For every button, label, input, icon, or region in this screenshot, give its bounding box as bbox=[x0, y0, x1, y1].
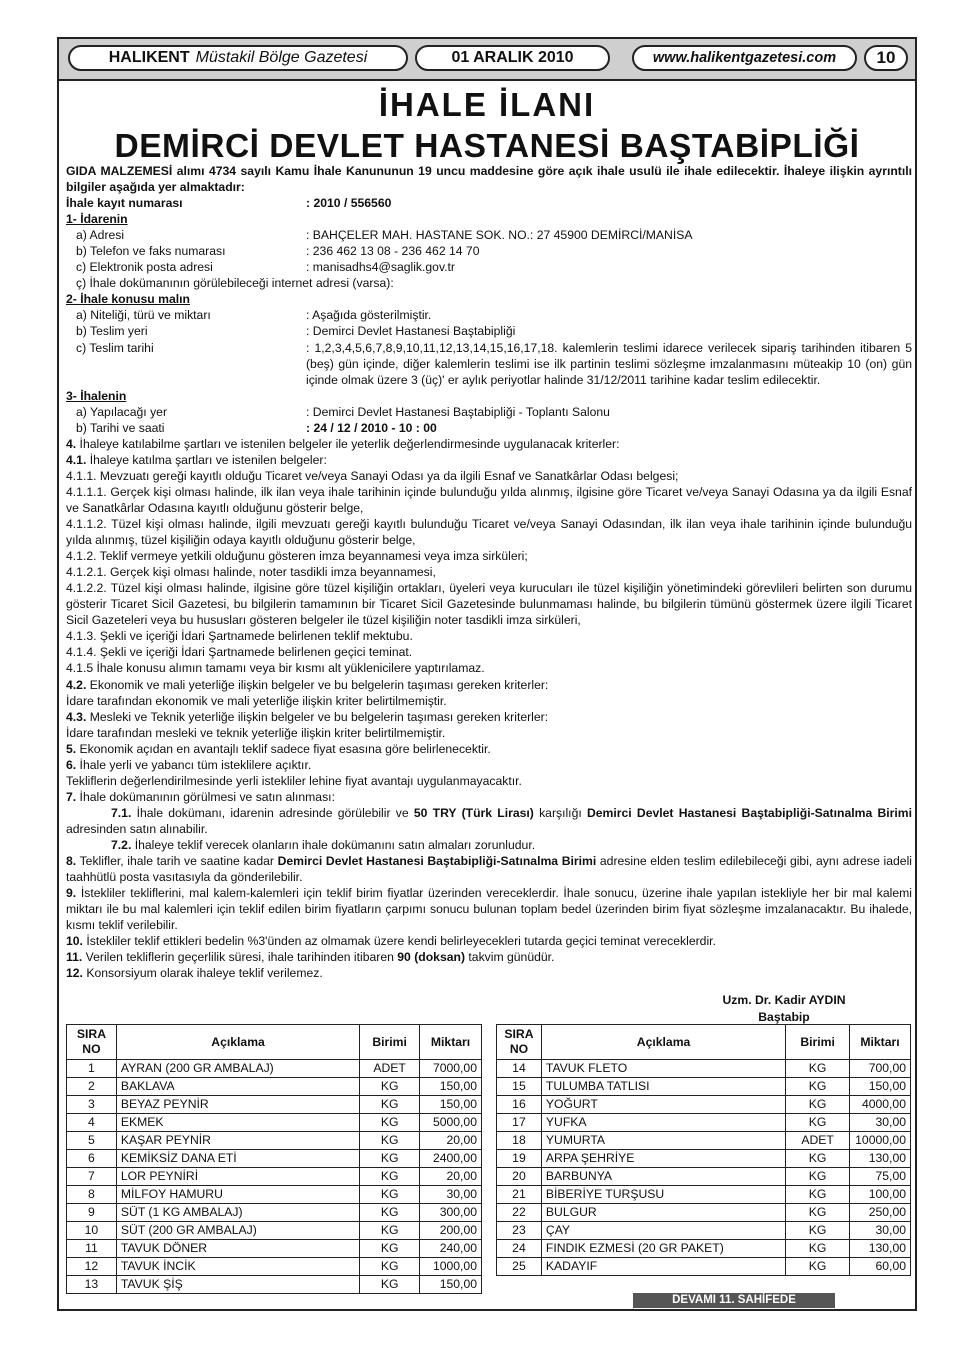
item-unit: KG bbox=[786, 1258, 850, 1276]
section-mal-heading: 2- İhale konusu malın bbox=[66, 292, 190, 307]
registration-row bbox=[66, 195, 912, 211]
email-row bbox=[66, 259, 912, 275]
venue-label: a) Yapılacağı yer bbox=[76, 404, 168, 419]
item-quantity: 700,00 bbox=[849, 1060, 910, 1078]
row-number: 18 bbox=[497, 1132, 542, 1150]
delivery-date-value: : 1,2,3,4,5,6,7,8,9,10,11,12,13,14,15,16,17,18. kalemlerin teslimi idarece verilecek sipariş tarihinden itibaren 5 (beş) gün içinde, diğer kalemlerin teslimi ise ilk partinin teslimi sözleşme imzalanmasını müteakip 10 (on) gün içinde olmak üzere 3 (üç)' er aylık periyotlar halinde 31/12/2011 tarihine kadar teslim edilecektir. bbox=[306, 340, 912, 387]
col-header-no: SIRA NO bbox=[497, 1025, 542, 1060]
item-quantity: 20,00 bbox=[420, 1168, 482, 1186]
brand-name: HALIKENT bbox=[108, 49, 190, 66]
table-row bbox=[67, 1276, 482, 1294]
clause-4-1-2-2: 4.1.2.2. Tüzel kişi olması halinde, ilgisine göre tüzel kişiliğin ortakları, üyeleri veya kurucuları ile tüzel kişiliğin yönetimindeki görevlileri belirten son durumu gösterir Ticaret Sicil Gazetesi, bu bilgilerin tamamının bir Ticaret Sicil Gazetesinde bulunmaması halinde, bu bilgilerin tümünü göstermek üzere ilgili Ticaret Sicil Gazeteleri veya bu hususları gösteren belgeler ile tüzel kişiliğin noter tasdikli imza sirküleri, bbox=[66, 581, 912, 628]
item-quantity: 20,00 bbox=[420, 1132, 482, 1150]
item-description: KAŞAR PEYNİR bbox=[116, 1132, 359, 1150]
item-quantity: 30,00 bbox=[849, 1222, 910, 1240]
item-description: BULGUR bbox=[541, 1204, 785, 1222]
row-number: 24 bbox=[497, 1240, 542, 1258]
item-unit: KG bbox=[786, 1168, 850, 1186]
item-unit: KG bbox=[786, 1096, 850, 1114]
clause-4-2: 4.2. Ekonomik ve mali yeterliğe ilişkin belgeler ve bu belgelerin taşıması gereken kriterler: bbox=[66, 677, 549, 692]
item-unit: KG bbox=[360, 1132, 420, 1150]
item-quantity: 250,00 bbox=[849, 1204, 910, 1222]
table-row bbox=[497, 1240, 911, 1258]
item-unit: KG bbox=[786, 1114, 850, 1132]
item-description: BEYAZ PEYNİR bbox=[116, 1096, 359, 1114]
table-row bbox=[497, 1186, 911, 1204]
item-description: LOR PEYNİRİ bbox=[116, 1168, 359, 1186]
item-quantity: 30,00 bbox=[849, 1114, 910, 1132]
notice-title: İHALE İLANI bbox=[378, 86, 596, 123]
item-description: TAVUK ŞİŞ bbox=[116, 1276, 359, 1294]
clause-4-3: 4.3. Mesleki ve Teknik yeterliğe ilişkin belgeler ve bu belgelerin taşıması gereken kriterler: bbox=[66, 709, 549, 724]
table-row bbox=[67, 1240, 482, 1258]
items-table-left bbox=[66, 1024, 482, 1294]
item-unit: KG bbox=[786, 1240, 850, 1258]
item-unit: KG bbox=[360, 1258, 420, 1276]
header-band bbox=[59, 39, 915, 81]
clause-4-1-2-1: 4.1.2.1. Gerçek kişi olması halinde, noter tasdikli imza beyannamesi, bbox=[66, 565, 436, 580]
table-row bbox=[67, 1204, 482, 1222]
item-quantity: 2400,00 bbox=[420, 1150, 482, 1168]
item-quantity: 130,00 bbox=[849, 1150, 910, 1168]
item-quantity: 75,00 bbox=[849, 1168, 910, 1186]
section-ihale-heading: 3- İhalenin bbox=[66, 388, 127, 403]
item-quantity: 130,00 bbox=[849, 1240, 910, 1258]
table-row bbox=[67, 1078, 482, 1096]
delivery-place-label: b) Teslim yeri bbox=[76, 324, 148, 339]
phone-label: b) Telefon ve faks numarası bbox=[76, 244, 226, 259]
row-number: 17 bbox=[497, 1114, 542, 1132]
table-row bbox=[67, 1132, 482, 1150]
item-description: TAVUK İNCİK bbox=[116, 1258, 359, 1276]
clause-4-1: 4.1. İhaleye katılma şartları ve istenilen belgeler: bbox=[66, 452, 327, 467]
clause-7-1: 7.1. İhale dokümanı, idarenin adresinde görülebilir ve 50 TRY (Türk Lirası) karşılığı Demirci Devlet Hastanesi Baştabipliği-Satınalma Birimi adresinden satın alınabilir. bbox=[66, 805, 912, 836]
clause-4-1-1: 4.1.1. Mevzuatı gereği kayıtlı olduğu Ticaret ve/veya Sanayi Odası ya da ilgili Esnaf ve Sanatkârlar Odası belgesi; bbox=[66, 468, 679, 483]
item-description: KADAYIF bbox=[541, 1258, 785, 1276]
items-table-right bbox=[496, 1024, 911, 1276]
item-unit: KG bbox=[786, 1078, 850, 1096]
item-quantity: 240,00 bbox=[420, 1240, 482, 1258]
clause-4: 4. İhaleye katılabilme şartları ve istenilen belgeler ile yeterlik değerlendirmesinde uygulanacak kriterler: bbox=[66, 436, 620, 451]
clause-4-2-body: İdare tarafından ekonomik ve mali yeterliğe ilişkin kriter belirtilmemiştir. bbox=[66, 693, 447, 708]
clause-4-1-1-1: 4.1.1.1. Gerçek kişi olması halinde, ilk ilan veya ihale tarihinin içinde bulunduğu yılda alınmış, ilgisine göre Ticaret ve/veya Sanayi Odasına ya da ilgili Esnaf ve Sanatkârlar Odasına kayıtlı olduğunu gösterir belge, bbox=[66, 484, 912, 515]
email-label: c) Elektronik posta adresi bbox=[76, 260, 213, 275]
row-number: 13 bbox=[67, 1276, 117, 1294]
table-row bbox=[497, 1150, 911, 1168]
table-row bbox=[497, 1096, 911, 1114]
item-unit: KG bbox=[786, 1150, 850, 1168]
col-header-desc: Açıklama bbox=[116, 1025, 359, 1060]
datetime-row bbox=[66, 420, 912, 436]
row-number: 6 bbox=[67, 1150, 117, 1168]
clause-12: 12. Konsorsiyum olarak ihaleye teklif verilemez. bbox=[66, 966, 323, 981]
continued-banner: DEVAMI 11. SAHİFEDE bbox=[633, 1293, 835, 1308]
row-number: 2 bbox=[67, 1078, 117, 1096]
item-quantity: 150,00 bbox=[420, 1078, 482, 1096]
item-unit: KG bbox=[360, 1240, 420, 1258]
delivery-date-label: c) Teslim tarihi bbox=[76, 340, 154, 355]
item-unit: KG bbox=[360, 1204, 420, 1222]
clause-6-body: Tekliflerin değerlendirilmesinde yerli istekliler lehine fiyat avantajı uygulanmayacaktır. bbox=[66, 773, 522, 788]
item-quantity: 150,00 bbox=[420, 1276, 482, 1294]
clause-4-3-body: İdare tarafından mesleki ve teknik yeterliğe ilişkin kriter belirtilmemiştir. bbox=[66, 725, 446, 740]
clause-4-1-4: 4.1.4. Şekli ve içeriği İdari Şartnamede belirlenen geçici teminat. bbox=[66, 645, 413, 660]
clause-4-1-1-2: 4.1.1.2. Tüzel kişi olması halinde, ilgili mevzuatı gereği kayıtlı bulunduğu Ticaret ve/veya Sanayi Odasından, ilk ilan veya ihale tarihinin içinde bulunduğu yılda alınmış, tüzel kişiliğin odaya kayıtlı olduğunu gösterir belge, bbox=[66, 517, 912, 548]
clause-7: 7. İhale dokümanının görülmesi ve satın alınması: bbox=[66, 789, 335, 804]
registration-label: İhale kayıt numarası bbox=[66, 196, 183, 211]
notice-body bbox=[66, 163, 912, 981]
venue-row bbox=[66, 404, 912, 420]
item-quantity: 150,00 bbox=[420, 1096, 482, 1114]
item-quantity: 200,00 bbox=[420, 1222, 482, 1240]
clause-8: 8. Teklifler, ihale tarih ve saatine kadar Demirci Devlet Hastanesi Baştabipliği-Satınalma Birimi adresine elden teslim edilebileceği gibi, aynı adrese iadeli taahhütlü posta vasıtasıyla da gönderilebilir. bbox=[66, 854, 912, 885]
table-row bbox=[497, 1060, 911, 1078]
row-number: 19 bbox=[497, 1150, 542, 1168]
item-quantity: 4000,00 bbox=[849, 1096, 910, 1114]
item-description: BARBUNYA bbox=[541, 1168, 785, 1186]
item-unit: KG bbox=[360, 1114, 420, 1132]
row-number: 3 bbox=[67, 1096, 117, 1114]
item-description: EKMEK bbox=[116, 1114, 359, 1132]
item-unit: KG bbox=[360, 1168, 420, 1186]
item-quantity: 100,00 bbox=[849, 1186, 910, 1204]
table-row bbox=[67, 1150, 482, 1168]
item-description: YUFKA bbox=[541, 1114, 785, 1132]
item-unit: KG bbox=[360, 1222, 420, 1240]
nature-row bbox=[66, 307, 912, 323]
clause-7-2: 7.2. İhaleye teklif verecek olanların ihale dokümanını satın almaları zorunludur. bbox=[111, 837, 536, 852]
table-row bbox=[67, 1258, 482, 1276]
row-number: 10 bbox=[67, 1222, 117, 1240]
row-number: 12 bbox=[67, 1258, 117, 1276]
item-unit: KG bbox=[360, 1276, 420, 1294]
address-row bbox=[66, 227, 912, 243]
table-row bbox=[497, 1168, 911, 1186]
item-quantity: 150,00 bbox=[849, 1078, 910, 1096]
signatory-name: Uzm. Dr. Kadir AYDIN bbox=[722, 993, 846, 1007]
delivery-place-row bbox=[66, 323, 912, 339]
email-value[interactable]: : manisadhs4@saglik.gov.tr bbox=[306, 260, 455, 275]
item-unit: KG bbox=[360, 1078, 420, 1096]
item-unit: KG bbox=[786, 1222, 850, 1240]
item-unit: KG bbox=[360, 1150, 420, 1168]
address-value: : BAHÇELER MAH. HASTANE SOK. NO.: 27 45900 DEMİRCİ/MANİSA bbox=[306, 228, 693, 243]
row-number: 25 bbox=[497, 1258, 542, 1276]
datetime-value: : 24 / 12 / 2010 - 10 : 00 bbox=[306, 420, 437, 435]
col-header-unit: Birimi bbox=[360, 1025, 420, 1060]
clause-11: 11. Verilen tekliflerin geçerlilik süresi, ihale tarihinden itibaren 90 (doksan) takvim günüdür. bbox=[66, 950, 555, 965]
clause-6: 6. İhale yerli ve yabancı tüm isteklilere açıktır. bbox=[66, 757, 312, 772]
col-header-desc: Açıklama bbox=[541, 1025, 785, 1060]
clause-9: 9. İstekliler tekliflerini, mal kalem-kalemleri için teklif birim fiyatlar üzerinden vereceklerdir. İhale sonucu, üzerine ihale yapılan istekliyle her bir mal kalemi miktarı ile bu mal kalemleri için teklif edilen birim fiyatların çarpımı sonucu bulunan toplam bedel üzerinden birim fiyat sözleşme imzalanacaktır. Bu ihalede, kısmı teklif verilebilir. bbox=[66, 886, 912, 933]
item-description: TULUMBA TATLISI bbox=[541, 1078, 785, 1096]
row-number: 20 bbox=[497, 1168, 542, 1186]
table-row bbox=[67, 1060, 482, 1078]
table-row bbox=[67, 1186, 482, 1204]
item-unit: KG bbox=[786, 1186, 850, 1204]
clause-5: 5. Ekonomik açıdan en avantajlı teklif sadece fiyat esasına göre belirlenecektir. bbox=[66, 741, 491, 756]
item-unit: KG bbox=[786, 1060, 850, 1078]
clause-4-1-2: 4.1.2. Teklif vermeye yetkili olduğunu gösteren imza beyannamesi veya imza sirküleri; bbox=[66, 549, 528, 564]
address-label: a) Adresi bbox=[76, 228, 125, 243]
col-header-qty: Miktarı bbox=[849, 1025, 910, 1060]
col-header-unit: Birimi bbox=[786, 1025, 850, 1060]
item-description: BAKLAVA bbox=[116, 1078, 359, 1096]
item-description: BİBERİYE TURŞUSU bbox=[541, 1186, 785, 1204]
item-unit: ADET bbox=[786, 1132, 850, 1150]
col-header-no: SIRA NO bbox=[67, 1025, 117, 1060]
table-row bbox=[497, 1222, 911, 1240]
page-number: 10 bbox=[864, 45, 908, 71]
document-url-row: ç) İhale dokümanının görülebileceği internet adresi (varsa): bbox=[76, 276, 394, 291]
delivery-date-row bbox=[66, 340, 912, 388]
table-row bbox=[67, 1222, 482, 1240]
row-number: 7 bbox=[67, 1168, 117, 1186]
item-unit: KG bbox=[786, 1204, 850, 1222]
row-number: 23 bbox=[497, 1222, 542, 1240]
item-description: ÇAY bbox=[541, 1222, 785, 1240]
venue-value: : Demirci Devlet Hastanesi Baştabipliği - Toplantı Salonu bbox=[306, 404, 610, 419]
row-number: 8 bbox=[67, 1186, 117, 1204]
section-idare-heading: 1- İdarenin bbox=[66, 212, 128, 227]
phone-row bbox=[66, 243, 912, 259]
item-quantity: 7000,00 bbox=[420, 1060, 482, 1078]
item-description: SÜT (1 KG AMBALAJ) bbox=[116, 1204, 359, 1222]
item-description: SÜT (200 GR AMBALAJ) bbox=[116, 1222, 359, 1240]
row-number: 21 bbox=[497, 1186, 542, 1204]
clause-4-1-5: 4.1.5 İhale konusu alımın tamamı veya bir kısmı alt yüklenicilere yaptırılamaz. bbox=[66, 661, 485, 676]
nature-value: : Aşağıda gösterilmiştir. bbox=[306, 308, 432, 323]
col-header-qty: Miktarı bbox=[420, 1025, 482, 1060]
issue-date: 01 ARALIK 2010 bbox=[415, 45, 610, 71]
item-quantity: 10000,00 bbox=[849, 1132, 910, 1150]
item-description: YUMURTA bbox=[541, 1132, 785, 1150]
table-row bbox=[67, 1168, 482, 1186]
item-description: YOĞURT bbox=[541, 1096, 785, 1114]
table-header-row bbox=[497, 1025, 911, 1060]
datetime-label: b) Tarihi ve saati bbox=[76, 420, 165, 435]
item-description: ARPA ŞEHRİYE bbox=[541, 1150, 785, 1168]
item-quantity: 1000,00 bbox=[420, 1258, 482, 1276]
row-number: 14 bbox=[497, 1060, 542, 1078]
masthead-pill bbox=[68, 45, 408, 71]
table-row bbox=[67, 1096, 482, 1114]
row-number: 4 bbox=[67, 1114, 117, 1132]
row-number: 16 bbox=[497, 1096, 542, 1114]
item-description: AYRAN (200 GR AMBALAJ) bbox=[116, 1060, 359, 1078]
brand-subtitle: Müstakil Bölge Gazetesi bbox=[195, 49, 368, 66]
clause-4-1-3: 4.1.3. Şekli ve içeriği İdari Şartnamede belirlenen teklif mektubu. bbox=[66, 629, 413, 644]
item-description: FINDIK EZMESİ (20 GR PAKET) bbox=[541, 1240, 785, 1258]
item-description: TAVUK DÖNER bbox=[116, 1240, 359, 1258]
delivery-place-value: : Demirci Devlet Hastanesi Baştabipliği bbox=[306, 324, 516, 339]
item-description: TAVUK FLETO bbox=[541, 1060, 785, 1078]
row-number: 5 bbox=[67, 1132, 117, 1150]
registration-value: : 2010 / 556560 bbox=[306, 196, 392, 211]
row-number: 1 bbox=[67, 1060, 117, 1078]
table-row bbox=[497, 1114, 911, 1132]
table-row bbox=[67, 1114, 482, 1132]
page-frame bbox=[57, 37, 917, 1311]
table-row bbox=[497, 1132, 911, 1150]
signatory-title: Baştabip bbox=[758, 1010, 810, 1024]
website-url[interactable]: www.halikentgazetesi.com bbox=[632, 45, 857, 71]
table-row bbox=[497, 1258, 911, 1276]
item-quantity: 60,00 bbox=[849, 1258, 910, 1276]
row-number: 11 bbox=[67, 1240, 117, 1258]
intro-text: GIDA MALZEMESİ alımı 4734 sayılı Kamu İhale Kanununun 19 uncu maddesine göre açık ihale usulü ile ihale edilecektir. İhaleye ilişkin ayrıntılı bilgiler aşağıda yer almaktadır: bbox=[66, 164, 912, 195]
item-unit: ADET bbox=[360, 1060, 420, 1078]
item-unit: KG bbox=[360, 1186, 420, 1204]
row-number: 22 bbox=[497, 1204, 542, 1222]
signature-block bbox=[699, 992, 869, 1026]
item-quantity: 30,00 bbox=[420, 1186, 482, 1204]
item-quantity: 5000,00 bbox=[420, 1114, 482, 1132]
table-header-row bbox=[67, 1025, 482, 1060]
table-row bbox=[497, 1204, 911, 1222]
table-row bbox=[497, 1078, 911, 1096]
item-description: KEMİKSİZ DANA ETİ bbox=[116, 1150, 359, 1168]
row-number: 9 bbox=[67, 1204, 117, 1222]
nature-label: a) Niteliği, türü ve miktarı bbox=[76, 308, 211, 323]
item-unit: KG bbox=[360, 1096, 420, 1114]
phone-value: : 236 462 13 08 - 236 462 14 70 bbox=[306, 244, 480, 259]
item-quantity: 300,00 bbox=[420, 1204, 482, 1222]
clause-10: 10. İstekliler teklif ettikleri bedelin %3'ünden az olmamak üzere kendi belirleyecekleri tutarda geçici teminat vereceklerdir. bbox=[66, 934, 716, 949]
item-description: MİLFOY HAMURU bbox=[116, 1186, 359, 1204]
institution-title: DEMİRCİ DEVLET HASTANESİ BAŞTABİPLİĞİ bbox=[114, 128, 860, 165]
row-number: 15 bbox=[497, 1078, 542, 1096]
